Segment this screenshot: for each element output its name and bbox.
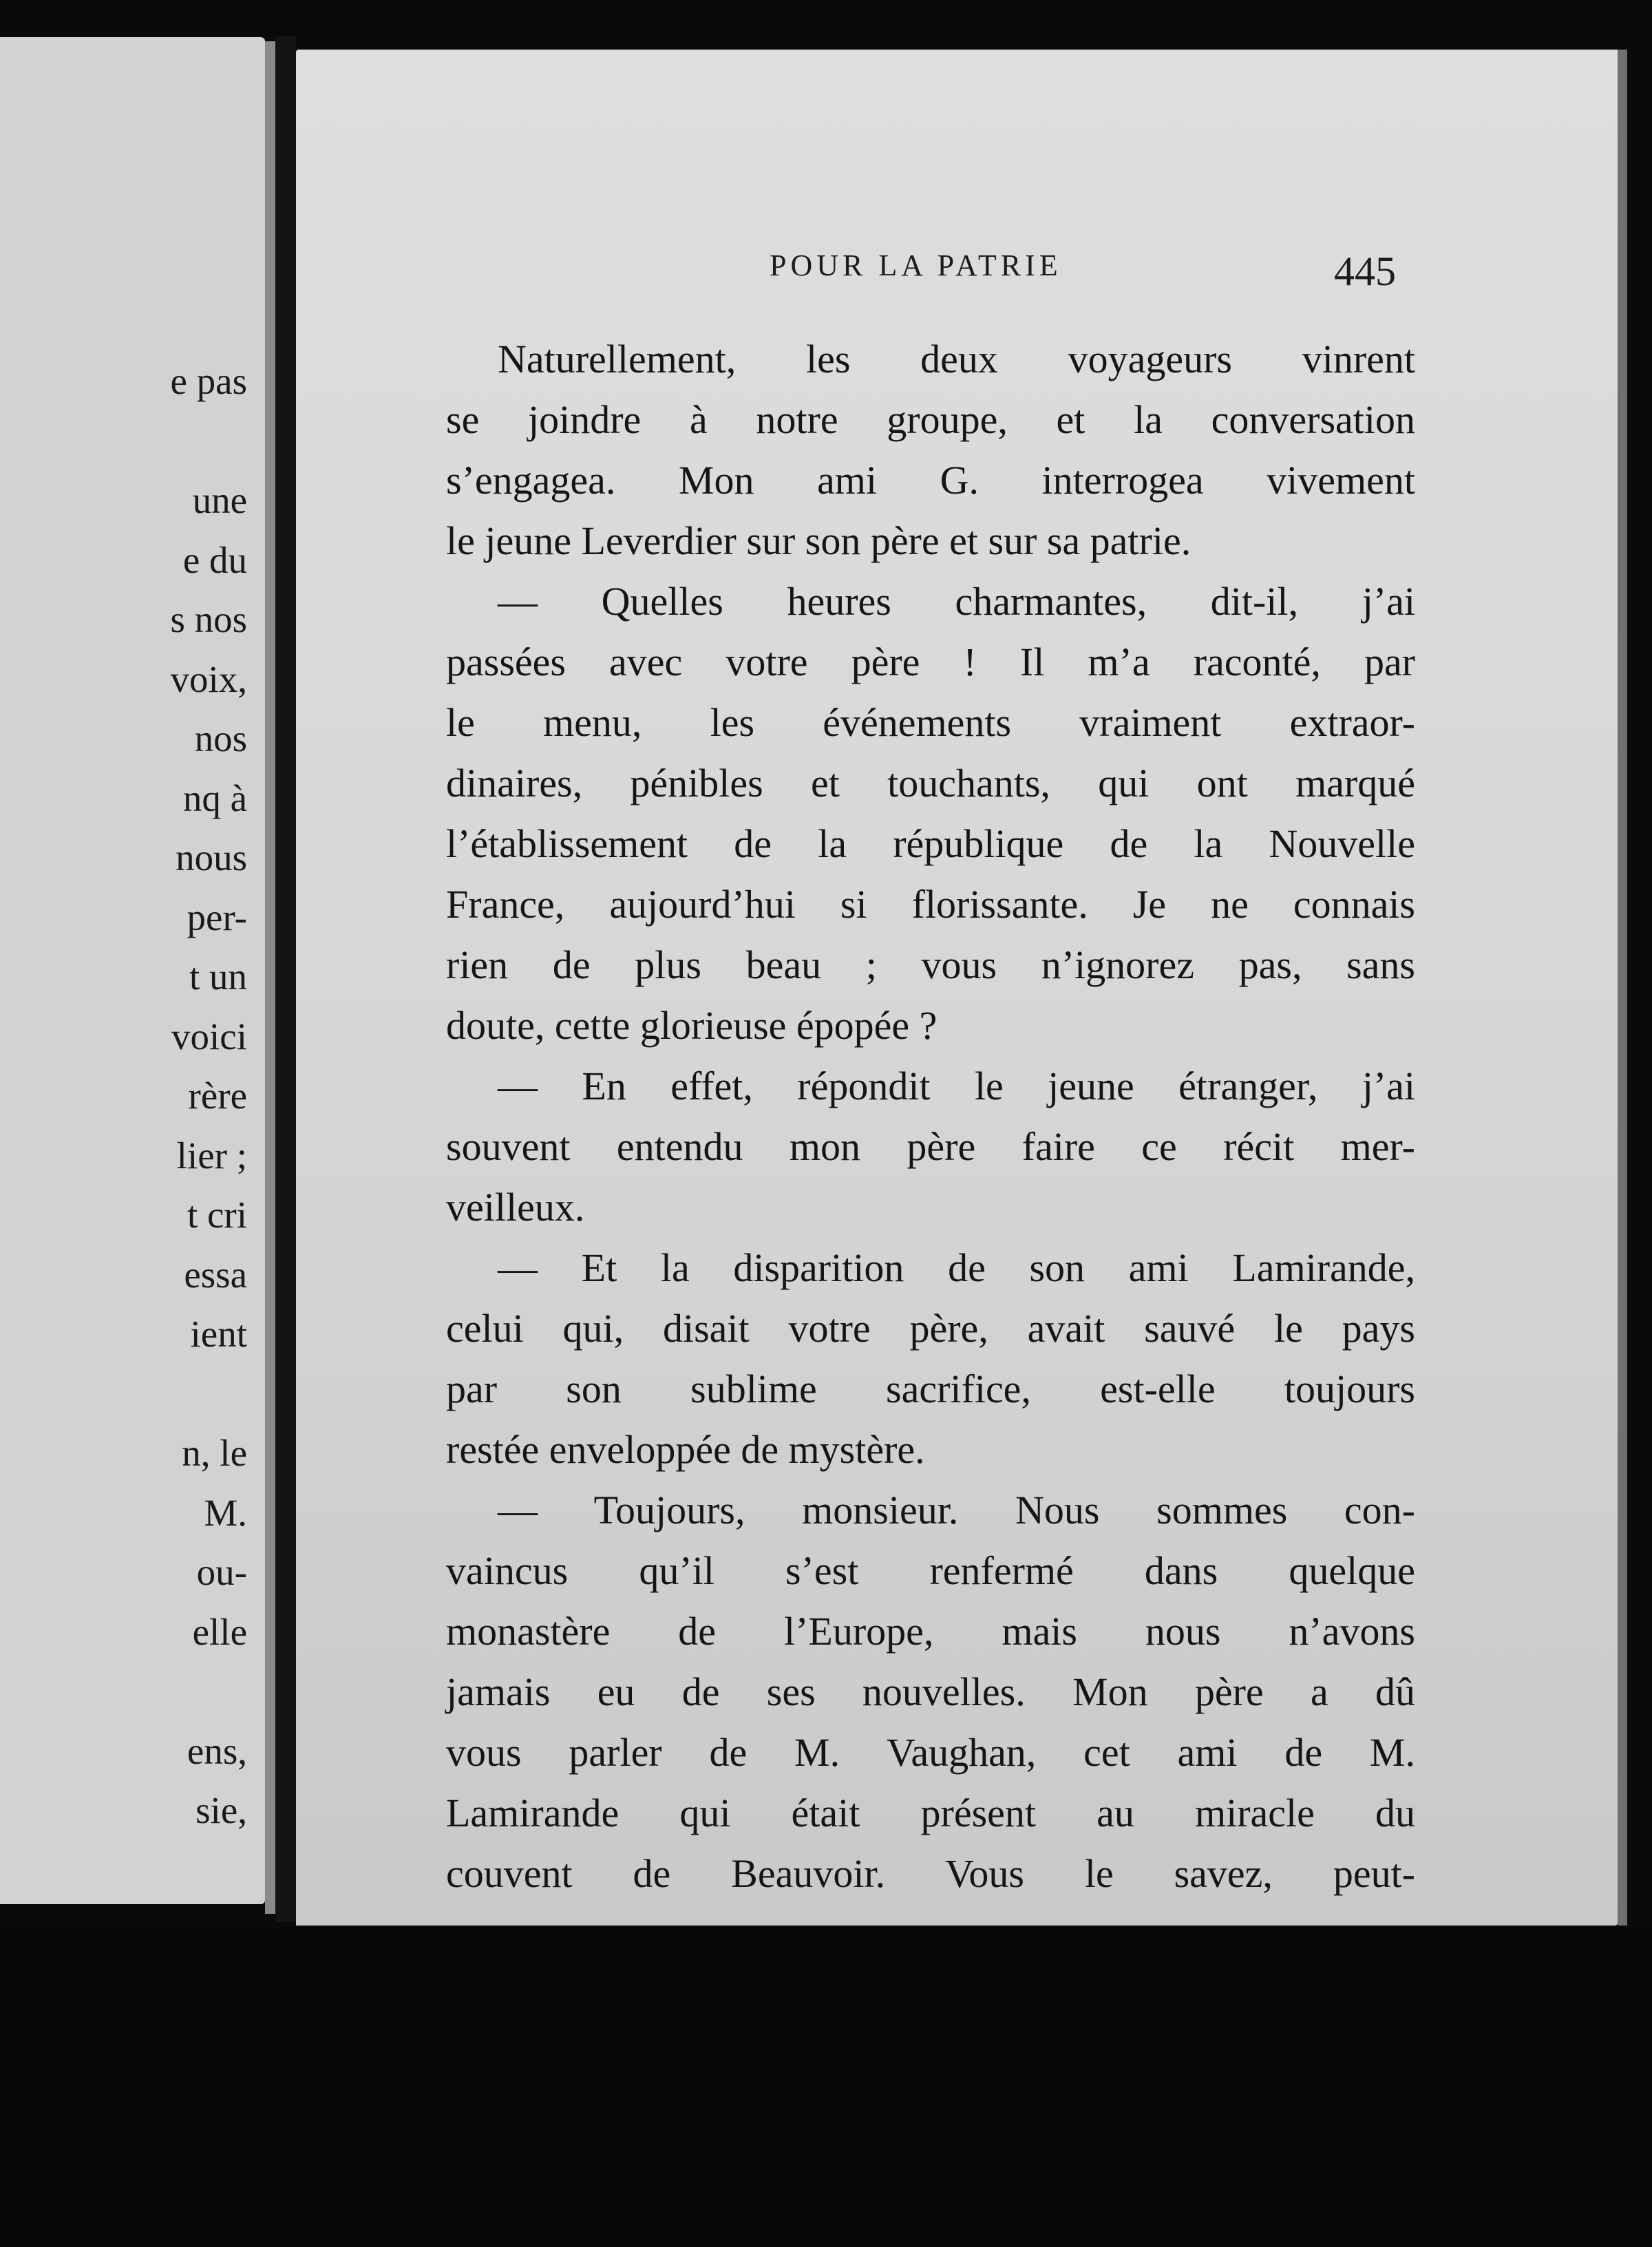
left-page-line-fragment: n, le	[182, 1432, 247, 1474]
page-edge-left	[265, 41, 275, 1914]
text-line: — Quelles heures charmantes, dit-il, j’ai	[498, 579, 1415, 624]
text-line: couvent de Beauvoir. Vous le savez, peut-	[446, 1851, 1415, 1896]
left-page-line-fragment: lier ;	[176, 1134, 247, 1177]
text-line: par son sublime sacrifice, est-elle toujours	[446, 1367, 1415, 1411]
text-line: celui qui, disait votre père, avait sauvé le pays	[446, 1306, 1415, 1351]
text-line: Naturellement, les deux voyageurs vinrent	[498, 337, 1415, 381]
text-line: le menu, les événements vraiment extraor-	[446, 700, 1415, 745]
left-page-line-fragment: ens,	[187, 1729, 247, 1772]
text-line: vaincus qu’il s’est renfermé dans quelque	[446, 1548, 1415, 1593]
left-page-line-fragment: e pas	[170, 360, 247, 402]
left-page-line-fragment: nos	[194, 717, 247, 759]
text-line: souvent entendu mon père faire ce récit mer-	[446, 1124, 1415, 1169]
left-page-line-fragment: sie,	[195, 1789, 247, 1831]
page-edge-right	[1618, 50, 1627, 1926]
text-line: — Toujours, monsieur. Nous sommes con-	[498, 1488, 1415, 1532]
text-line: le jeune Leverdier sur son père et sur sa patrie.	[446, 518, 1192, 563]
text-line: s’engagea. Mon ami G. interrogea vivement	[446, 458, 1415, 503]
left-page-line-fragment: e du	[182, 538, 247, 581]
text-line: doute, cette glorieuse épopée ?	[446, 1003, 938, 1048]
left-page-line-fragment: nous	[176, 836, 247, 878]
body-text	[446, 329, 1415, 1904]
left-page-line-fragment: ou-	[196, 1551, 247, 1593]
left-page-line-fragment: elle	[192, 1610, 247, 1653]
left-page-line-fragment: ient	[190, 1313, 247, 1355]
left-page-line-fragment: essa	[184, 1253, 247, 1296]
text-line: rien de plus beau ; vous n’ignorez pas, sans	[446, 942, 1415, 987]
text-line: Lamirande qui était présent au miracle du	[446, 1791, 1415, 1835]
left-page-line-fragment: t cri	[187, 1194, 247, 1236]
left-page-line-fragment: rère	[188, 1075, 247, 1117]
left-page-line-fragment: per-	[187, 896, 247, 938]
text-line: monastère de l’Europe, mais nous n’avons	[446, 1609, 1415, 1654]
scan-background	[0, 1928, 1652, 2247]
text-line: passées avec votre père ! Il m’a raconté, par	[446, 640, 1415, 684]
text-line: l’établissement de la république de la Nouvelle	[446, 821, 1415, 866]
left-page	[0, 37, 265, 1904]
left-page-line-fragment: une	[192, 479, 247, 521]
running-head: POUR LA PATRIE	[770, 249, 1062, 282]
book-spine	[275, 36, 296, 1922]
text-line: se joindre à notre groupe, et la conversation	[446, 397, 1415, 442]
left-page-line-fragment: M.	[204, 1491, 247, 1534]
text-line: France, aujourd’hui si florissante. Je ne connais	[446, 882, 1415, 927]
page-number: 445	[1334, 249, 1396, 294]
text-line: — En effet, répondit le jeune étranger, j’ai	[498, 1064, 1415, 1108]
text-line: jamais eu de ses nouvelles. Mon père a dû	[446, 1669, 1415, 1714]
text-line: dinaires, pénibles et touchants, qui ont marqué	[446, 761, 1415, 805]
left-page-line-fragment: voix,	[170, 657, 247, 700]
text-line: vous parler de M. Vaughan, cet ami de M.	[446, 1730, 1415, 1775]
left-page-line-fragment: nq à	[182, 777, 247, 819]
left-page-line-fragment: t un	[189, 956, 247, 998]
left-page-line-fragment: voici	[171, 1015, 247, 1057]
left-page-line-fragment: s nos	[170, 598, 247, 640]
text-line: veilleux.	[446, 1185, 585, 1230]
text-line: restée enveloppée de mystère.	[446, 1427, 925, 1472]
text-line: — Et la disparition de son ami Lamirande,	[498, 1245, 1415, 1290]
